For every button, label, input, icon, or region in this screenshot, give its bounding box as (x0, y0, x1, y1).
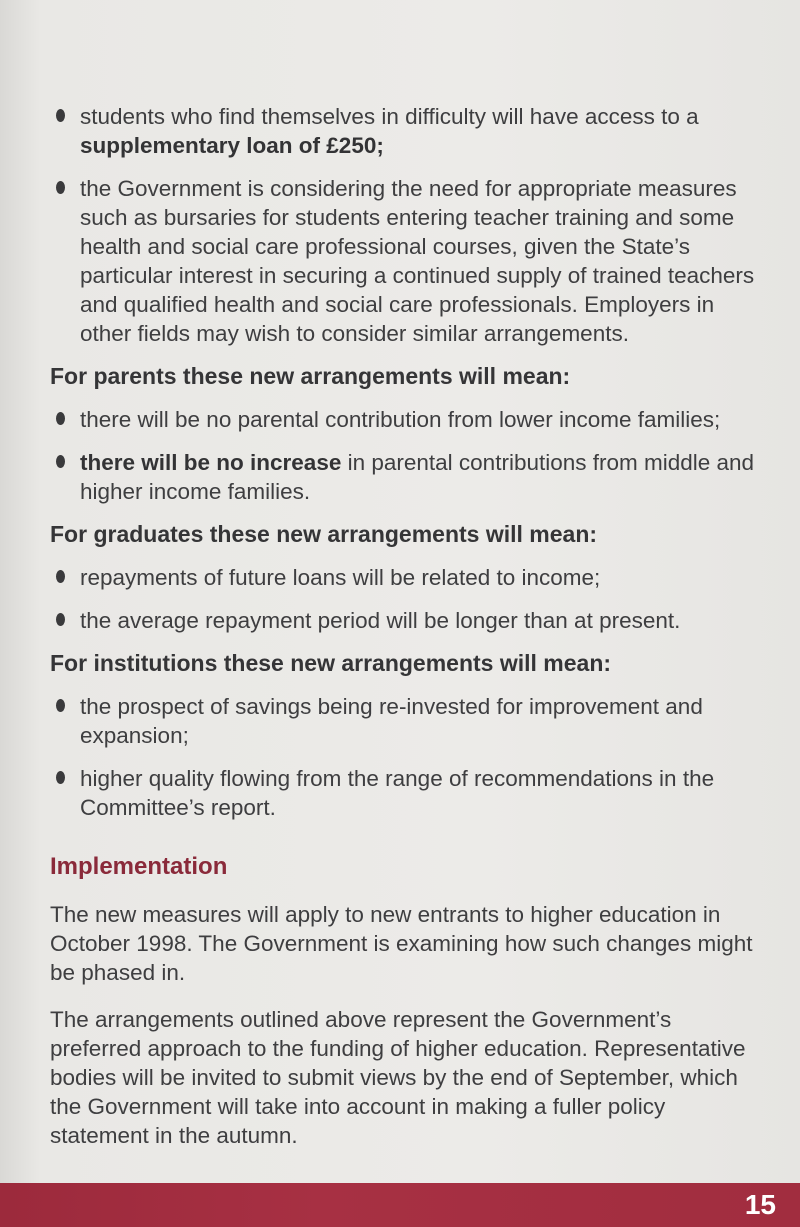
implementation-title: Implementation (50, 853, 228, 880)
bullet-text: there will be no parental contribution from lower income families; (80, 407, 721, 432)
list-item (50, 764, 760, 822)
list-item (50, 448, 760, 506)
bullet-icon (56, 570, 65, 583)
bullet-icon (56, 109, 65, 122)
bullet-list-graduates (50, 563, 760, 635)
bullet-list-institutions (50, 692, 760, 822)
bullet-text-bold: supplementary loan of £250; (80, 133, 384, 158)
footer-band (0, 1183, 800, 1227)
bullet-text-after: in parental contributions from middle and higher income families. (80, 450, 755, 504)
bullet-text: higher quality flowing from the range of recommendations in the Committee’s report. (80, 766, 715, 820)
graduates-heading: For graduates these new arrangements will mean: (50, 521, 598, 547)
list-item (50, 692, 760, 750)
bullet-text: the average repayment period will be longer than at present. (80, 608, 681, 633)
list-item (50, 405, 760, 434)
bullet-icon (56, 699, 65, 712)
bullet-icon (56, 613, 65, 626)
parents-heading: For parents these new arrangements will mean: (50, 363, 571, 389)
bullet-text: the prospect of savings being re-invested for improvement and expansion; (80, 694, 703, 748)
list-item (50, 102, 760, 160)
bullet-icon (56, 771, 65, 784)
bullet-icon (56, 412, 65, 425)
bullet-text: repayments of future loans will be related to income; (80, 565, 601, 590)
bullet-icon (56, 455, 65, 468)
content (50, 102, 760, 1168)
implementation-paragraph: The arrangements outlined above represent the Government’s preferred approach to the funding of higher education. Representative bodies will be invited to submit views by the end of September, which the Government will take into account in making a fuller policy statement in the autumn. (50, 1007, 746, 1148)
bullet-text: students who find themselves in difficulty will have access to a (80, 104, 699, 129)
bullet-text-bold: there will be no increase (80, 450, 342, 475)
list-item (50, 606, 760, 635)
list-item (50, 563, 760, 592)
bullet-text: the Government is considering the need for appropriate measures such as bursaries for students entering teacher training and some health and social care professional courses, given the State’s particular interest in securing a continued supply of trained teachers and qualified health and social care professionals. Employers in other fields may wish to consider similar arrangements. (80, 176, 755, 346)
bullet-list-parents (50, 405, 760, 506)
page-number: 15 (744, 1189, 776, 1220)
institutions-heading: For institutions these new arrangements will mean: (50, 650, 612, 676)
bullet-list-top (50, 102, 760, 348)
bullet-icon (56, 181, 65, 194)
implementation-paragraph: The new measures will apply to new entrants to higher education in October 1998. The Government is examining how such changes might be phased in. (50, 902, 753, 985)
list-item (50, 174, 760, 348)
